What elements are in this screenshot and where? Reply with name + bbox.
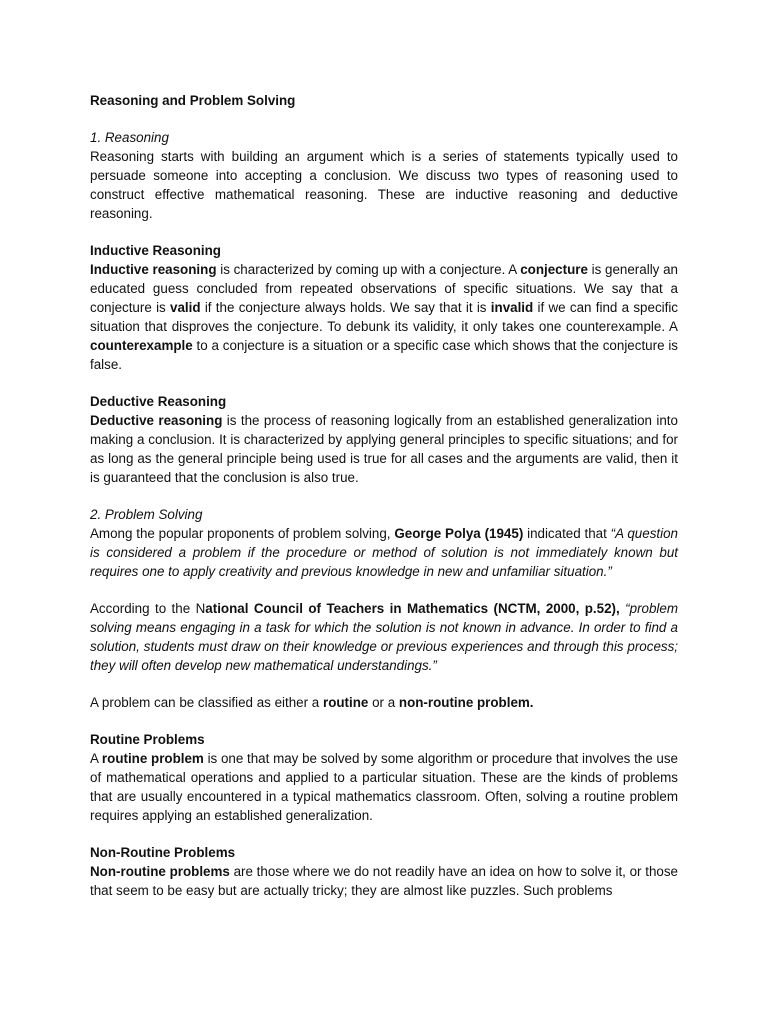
paragraph-routine-problems: A routine problem is one that may be solved by some algorithm or procedure that involves the use of mathematical operations and applied to a particular situation. These are the kinds of problems that are usually encountered in a typical mathematics classroom. Often, solving a routine problem requires applying an established generalization.: [90, 751, 678, 823]
subheading-routine-problems: Routine Problems: [90, 732, 205, 747]
document-title: Reasoning and Problem Solving: [90, 93, 296, 108]
section-heading-reasoning: 1. Reasoning: [90, 130, 169, 145]
paragraph-deductive-reasoning: Deductive reasoning is the process of reasoning logically from an established generalization into making a conclusion. It is characterized by applying general principles to specific situations; and for as long as the general principle being used is true for all cases and the arguments are valid, then it is guaranteed that the conclusion is also true.: [90, 413, 678, 485]
paragraph-non-routine-problems: Non-routine problems are those where we do not readily have an idea on how to solve it, or those that seem to be easy but are actually tricky; they are almost like puzzles. Such problems: [90, 864, 678, 898]
paragraph-nctm: According to the National Council of Teachers in Mathematics (NCTM, 2000, p.52), “problem solving means engaging in a task for which the solution is not known in advance. In order to find a solution, students must draw on their knowledge or previous experiences and through this process; they will often develop new mathematical understandings.”: [90, 601, 678, 673]
subheading-inductive-reasoning: Inductive Reasoning: [90, 243, 221, 258]
paragraph-reasoning: Reasoning starts with building an argument which is a series of statements typically used to persuade someone into accepting a conclusion. We discuss two types of reasoning used to construct effective mathematical reasoning. These are inductive reasoning and deductive reasoning.: [90, 149, 678, 221]
subheading-non-routine-problems: Non-Routine Problems: [90, 845, 236, 860]
paragraph-classification: A problem can be classified as either a routine or a non-routine problem.: [90, 695, 534, 710]
paragraph-polya: Among the popular proponents of problem solving, George Polya (1945) indicated that “A question is considered a problem if the procedure or method of solution is not immediately known but requires one to apply creativity and previous knowledge in new and unfamiliar situation.”: [90, 526, 678, 579]
paragraph-inductive-reasoning: Inductive reasoning is characterized by coming up with a conjecture. A conjecture is generally an educated guess concluded from repeated observations of specific situations. We say that a conjecture is valid if the conjecture always holds. We say that it is invalid if we can find a specific situation that disproves the conjecture. To debunk its validity, it only takes one counterexample. A counterexample to a conjecture is a situation or a specific case which shows that the conjecture is false.: [90, 262, 679, 372]
section-heading-problem-solving: 2. Problem Solving: [90, 507, 203, 522]
subheading-deductive-reasoning: Deductive Reasoning: [90, 394, 227, 409]
